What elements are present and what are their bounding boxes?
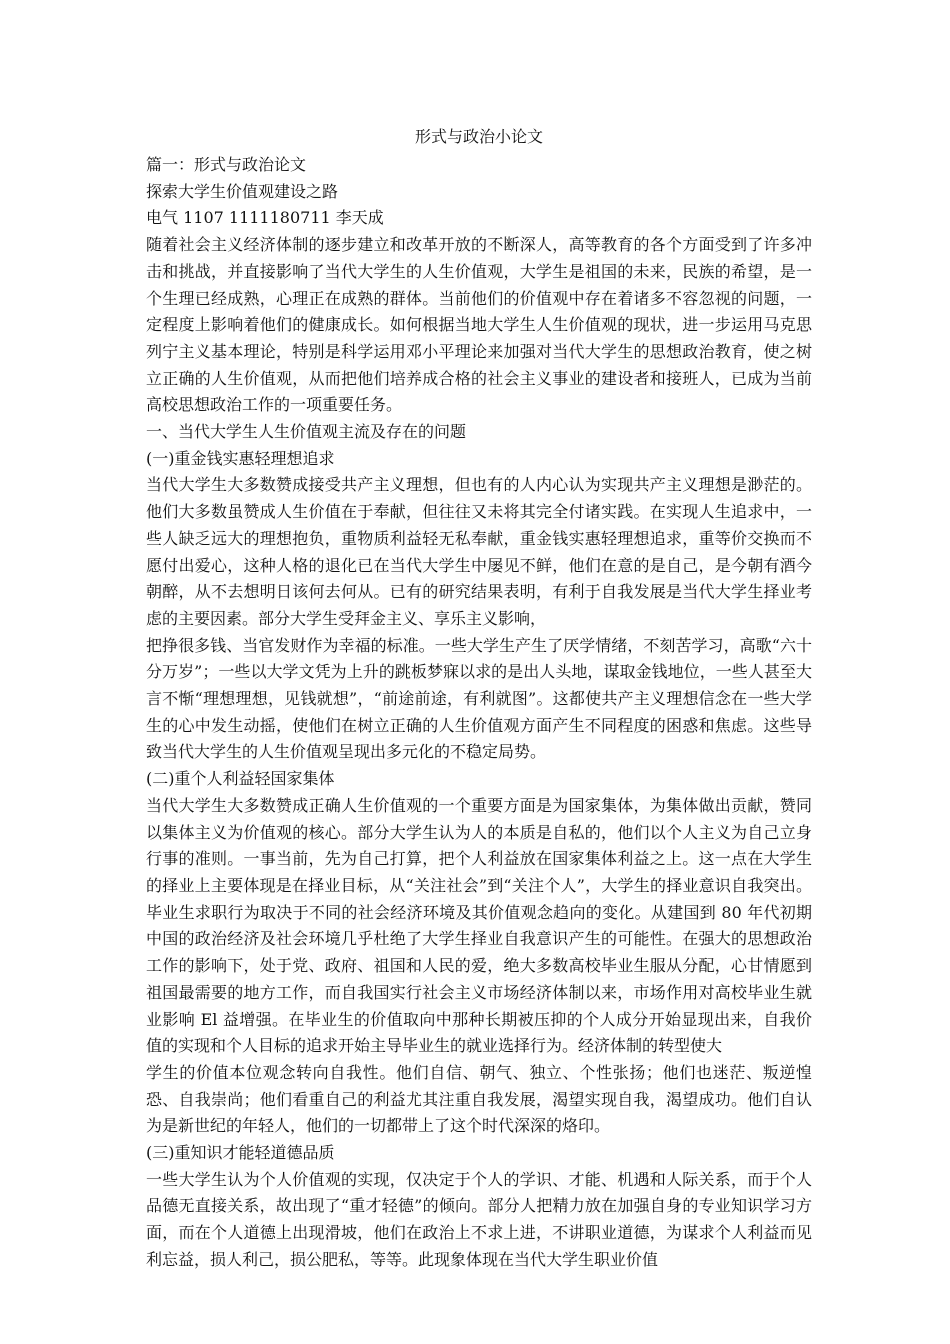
essay-title: 探索大学生价值观建设之路	[146, 181, 339, 201]
paragraph-1b: 把挣很多钱、当官发财作为幸福的标准。一些大学生产生了厌学情绪，不刻苦学习，高歌“六十分万岁”；一些以大学文凭为上升的跳板梦寐以求的是出人头地，谋取金钱地位，一些人甚至大言不惭“理想理想，见钱就想”，“前途前途，有利就图”。这都使共产主义理想信念在一些大学生的心中发生动摇，使他们在树立正确的人生价值观方面产生不同程度的困惑和焦虑。这些导致当代大学生的人生价值观呈现出多元化的不稳定局势。	[146, 635, 812, 762]
document-title: 形式与政治小论文	[414, 127, 543, 146]
document-page	[146, 124, 812, 1274]
paragraph-1a: 当代大学生大多数赞成接受共产主义理想，但也有的人内心认为实现共产主义理想是渺茫的。他们大多数虽赞成人生价值在于奉献，但往往又未将其完全付诸实践。在实现人生追求中，一些人缺乏远大的理想抱负，重物质利益轻无私奉献，重金钱实惠轻理想追求，重等价交换而不愿付出爱心，这种人格的退化已在当代大学生中屡见不鲜，他们在意的是自己，是今朝有酒今朝醉，从不去想明日该何去何从。已有的研究结果表明，有利于自我发展是当代大学生择业考虑的主要因素。部分大学生受拜金主义、享乐主义影响，	[146, 475, 812, 628]
paragraph-3a: 一些大学生认为个人价值观的实现，仅决定于个人的学识、才能、机遇和人际关系，而于个人品德无直接关系，故出现了“重才轻德”的倾向。部分人把精力放在加强自身的专业知识学习方面，而在个人道德上出现滑坡，他们在政治上不求上进，不讲职业道德，为谋求个人利益而见利忘益，损人利己，损公肥私，等等。此现象体现在当代大学生职业价值	[146, 1169, 812, 1269]
subsection-heading-1: (一)重金钱实惠轻理想追求	[146, 448, 335, 468]
intro-paragraph: 随着社会主义经济体制的逐步建立和改革开放的不断深人，高等教育的各个方面受到了许多冲击和挑战，并直接影响了当代大学生的人生价值观，大学生是祖国的未来，民族的希望，是一个生理已经成熟，心理正在成熟的群体。当前他们的价值观中存在着诸多不容忽视的问题，一定程度上影响着他们的健康成长。如何根据当地大学生人生价值观的现状，进一步运用马克思列宁主义基本理论，特别是科学运用邓小平理论来加强对当代大学生的思想政治教育，使之树立正确的人生价值观，从而把他们培养成合格的社会主义事业的建设者和接班人，已成为当前高校思想政治工作的一项重要任务。	[146, 235, 812, 415]
section-heading-1: 一、当代大学生人生价值观主流及存在的问题	[146, 422, 467, 442]
paragraph-2a: 当代大学生大多数赞成正确人生价值观的一个重要方面是为国家集体，为集体做出贡献，赞同以集体主义为价值观的核心。部分大学生认为人的本质是自私的，他们以个人主义为自己立身行事的准则。一事当前，先为自己打算，把个人利益放在国家集体利益之上。这一点在大学生的择业上主要体现是在择业目标，从“关注社会”到“关注个人”，大学生的择业意识自我突出。毕业生求职行为取决于不同的社会经济环境及其价值观念趋向的变化。从建国到 80 年代初期中国的政治经济及社会环境几乎杜绝了大学生择业自我意识产生的可能性。在强大的思想政治工作的影响下，处于党、政府、祖国和人民的爱，绝大多数高校毕业生服从分配，心甘情愿到祖国最需要的地方工作，而自我国实行社会主义市场经济体制以来，市场作用对高校毕业生就业影响 El 益增强。在毕业生的价值取向中那种长期被压抑的个人成分开始显现出来，自我价值的实现和个人目标的追求开始主导毕业生的就业选择行为。经济体制的转型使大	[146, 795, 812, 1056]
subsection-heading-2: (二)重个人利益轻国家集体	[146, 769, 335, 789]
subsection-heading-3: (三)重知识才能轻道德品质	[146, 1143, 335, 1163]
subtitle: 篇一：形式与政治论文	[146, 155, 307, 174]
paragraph-2b: 学生的价值本位观念转向自我性。他们自信、朝气、独立、个性张扬；他们也迷茫、叛逆惶恐、自我崇尚；他们看重自己的利益尤其注重自我发展，渴望实现自我，渴望成功。他们自认为是新世纪的年轻人，他们的一切都带上了这个时代深深的烙印。	[146, 1062, 812, 1136]
author-line: 电气 1107 1111180711 李天成	[146, 208, 384, 228]
